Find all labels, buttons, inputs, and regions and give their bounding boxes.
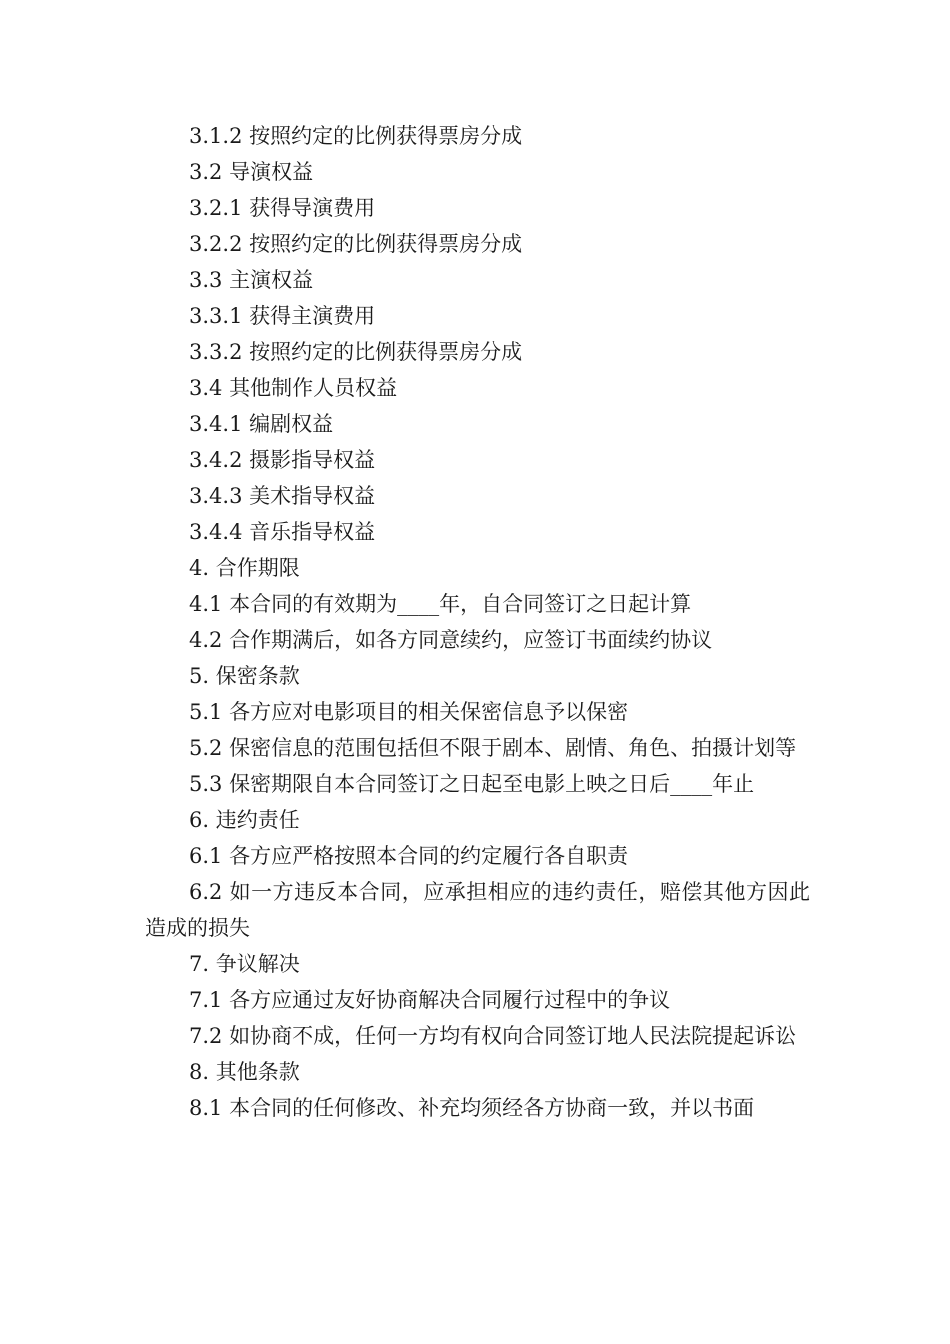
clause-3-4-3: 3.4.3 美术指导权益 [189, 484, 376, 508]
section-4-heading: 4. 合作期限 [189, 556, 300, 580]
clause-4-2: 4.2 合作期满后，如各方同意续约，应签订书面续约协议 [189, 628, 713, 652]
clause-3-2-1: 3.2.1 获得导演费用 [189, 196, 376, 220]
clause-4-1: 4.1 本合同的有效期为____年，自合同签订之日起计算 [189, 592, 692, 616]
section-8-heading: 8. 其他条款 [189, 1060, 300, 1084]
section-5-heading: 5. 保密条款 [189, 664, 300, 688]
clause-5-2: 5.2 保密信息的范围包括但不限于剧本、剧情、角色、拍摄计划等 [189, 736, 797, 760]
clause-3-3-2: 3.3.2 按照约定的比例获得票房分成 [189, 340, 523, 364]
heading-3-4: 3.4 其他制作人员权益 [189, 376, 398, 400]
clause-7-2: 7.2 如协商不成，任何一方均有权向合同签订地人民法院提起诉讼 [189, 1024, 797, 1048]
heading-3-3: 3.3 主演权益 [189, 268, 314, 292]
heading-3-2: 3.2 导演权益 [189, 160, 314, 184]
clause-5-3: 5.3 保密期限自本合同签订之日起至电影上映之日后____年止 [189, 772, 755, 796]
clause-7-1: 7.1 各方应通过友好协商解决合同履行过程中的争议 [189, 988, 671, 1012]
clause-5-1: 5.1 各方应对电影项目的相关保密信息予以保密 [189, 700, 629, 724]
clause-8-1: 8.1 本合同的任何修改、补充均须经各方协商一致，并以书面 [189, 1096, 755, 1120]
clause-3-4-4: 3.4.4 音乐指导权益 [189, 520, 376, 544]
clause-3-4-2: 3.4.2 摄影指导权益 [189, 448, 376, 472]
clause-3-4-1: 3.4.1 编剧权益 [189, 412, 334, 436]
clause-3-1-2: 3.1.2 按照约定的比例获得票房分成 [189, 124, 523, 148]
clause-3-3-1: 3.3.1 获得主演费用 [189, 304, 376, 328]
clause-6-2: 6.2 如一方违反本合同，应承担相应的违约责任，赔偿其他方因此造成的损失 [145, 880, 810, 940]
clause-3-2-2: 3.2.2 按照约定的比例获得票房分成 [189, 232, 523, 256]
section-6-heading: 6. 违约责任 [189, 808, 300, 832]
contract-body [145, 118, 810, 1126]
clause-6-1: 6.1 各方应严格按照本合同的约定履行各自职责 [189, 844, 629, 868]
section-7-heading: 7. 争议解决 [189, 952, 300, 976]
